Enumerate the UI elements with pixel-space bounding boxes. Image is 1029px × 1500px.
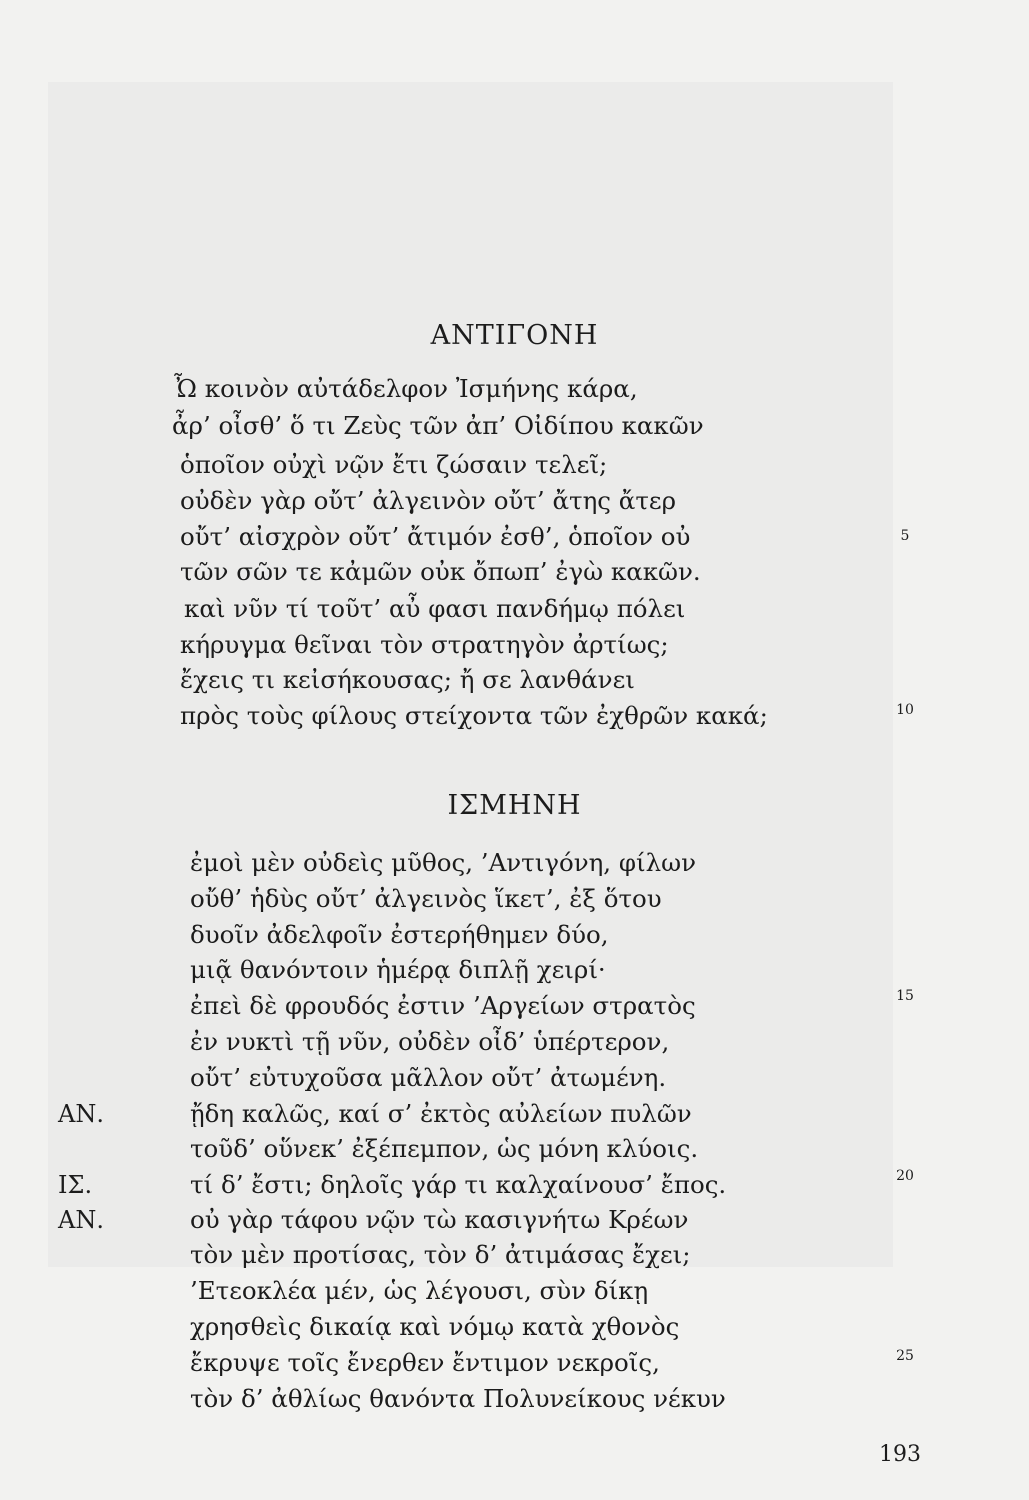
verse-line-2: ἆρ’ οἶσθ’ ὅ τι Ζεὺς τῶν ἀπ’ Οἰδίπου κακῶν [172,411,704,440]
verse-line-25: ἔκρυψε τοῖς ἔνερθεν ἔντιμον νεκροῖς, [190,1348,660,1377]
line-number: 5 [900,528,910,544]
verse-line-5: οὔτ’ αἰσχρὸν οὔτ’ ἄτιμόν ἐσθ’, ὁποῖον οὐ [180,522,691,551]
speaker-abbr-is: ΙΣ. [58,1171,93,1199]
verse-line-20: τί δ’ ἔστι; δηλοῖς γάρ τι καλχαίνουσ’ ἔπος. [190,1170,727,1199]
verse-line-14: μιᾷ θανόντοιν ἡμέρᾳ διπλῇ χειρί· [190,955,606,984]
line-number: 25 [896,1348,914,1364]
verse-line-21: οὐ γὰρ τάφου νῷν τὼ κασιγνήτω Κρέων [190,1205,689,1234]
speaker-abbr-an: ΑΝ. [58,1206,104,1234]
verse-line-18: ᾔδη καλῶς, καί σ’ ἐκτὸς αὐλείων πυλῶν [190,1099,692,1128]
speaker-abbr-an: ΑΝ. [58,1100,104,1128]
verse-line-23: ’Ετεοκλέα μέν, ὡς λέγουσι, σὺν δίκῃ [190,1276,649,1305]
verse-line-1: Ὦ κοινὸν αὐτάδελφον Ἰσμήνης κάρα, [174,374,638,403]
verse-line-6: τῶν σῶν τε κἀμῶν οὐκ ὄπωπ’ ἐγὼ κακῶν. [180,557,701,586]
verse-line-15: ἐπεὶ δὲ φρουδός ἐστιν ’Αργείων στρατὸς [190,991,696,1020]
verse-line-19: τοῦδ’ οὕνεκ’ ἐξέπεμπον, ὡς μόνη κλύοις. [190,1134,699,1163]
speaker-heading-ismene: ΙΣΜΗΝΗ [447,790,582,821]
speaker-heading-antigone: ΑΝΤΙΓΟΝΗ [430,320,599,351]
verse-line-26: τὸν δ’ ἀθλίως θανόντα Πολυνείκους νέκυν [190,1384,726,1413]
verse-line-9: ἔχεις τι κεἰσήκουσας; ἤ σε λανθάνει [180,665,635,694]
verse-line-22: τὸν μὲν προτίσας, τὸν δ’ ἀτιμάσας ἔχει; [190,1240,691,1269]
verse-line-3: ὁποῖον οὐχὶ νῷν ἔτι ζώσαιν τελεῖ; [180,450,608,479]
line-number: 15 [896,988,914,1004]
verse-line-4: οὐδὲν γὰρ οὔτ’ ἀλγεινὸν οὔτ’ ἄτης ἄτερ [180,486,676,515]
verse-line-10: πρὸς τοὺς φίλους στείχοντα τῶν ἐχθρῶν κακά; [180,701,768,730]
line-number: 20 [896,1168,914,1184]
verse-line-24: χρησθεὶς δικαίᾳ καὶ νόμῳ κατὰ χθονὸς [190,1312,680,1341]
line-number: 10 [896,702,914,718]
verse-line-17: οὔτ’ εὐτυχοῦσα μᾶλλον οὔτ’ ἀτωμένη. [190,1063,667,1092]
verse-line-13: δυοῖν ἀδελφοῖν ἐστερήθημεν δύο, [190,920,609,949]
verse-line-16: ἐν νυκτὶ τῇ νῦν, οὐδὲν οἶδ’ ὑπέρτερον, [190,1027,670,1056]
verse-line-12: οὔθ’ ἡδὺς οὔτ’ ἀλγεινὸς ἵκετ’, ἐξ ὅτου [190,884,662,913]
verse-line-8: κήρυγμα θεῖναι τὸν στρατηγὸν ἀρτίως; [180,630,669,659]
page-number: 193 [879,1442,921,1467]
verse-line-7: καὶ νῦν τί τοῦτ’ αὖ φασι πανδήμῳ πόλει [184,594,686,623]
verse-line-11: ἐμοὶ μὲν οὐδεὶς μῦθος, ’Αντιγόνη, φίλων [190,848,697,877]
